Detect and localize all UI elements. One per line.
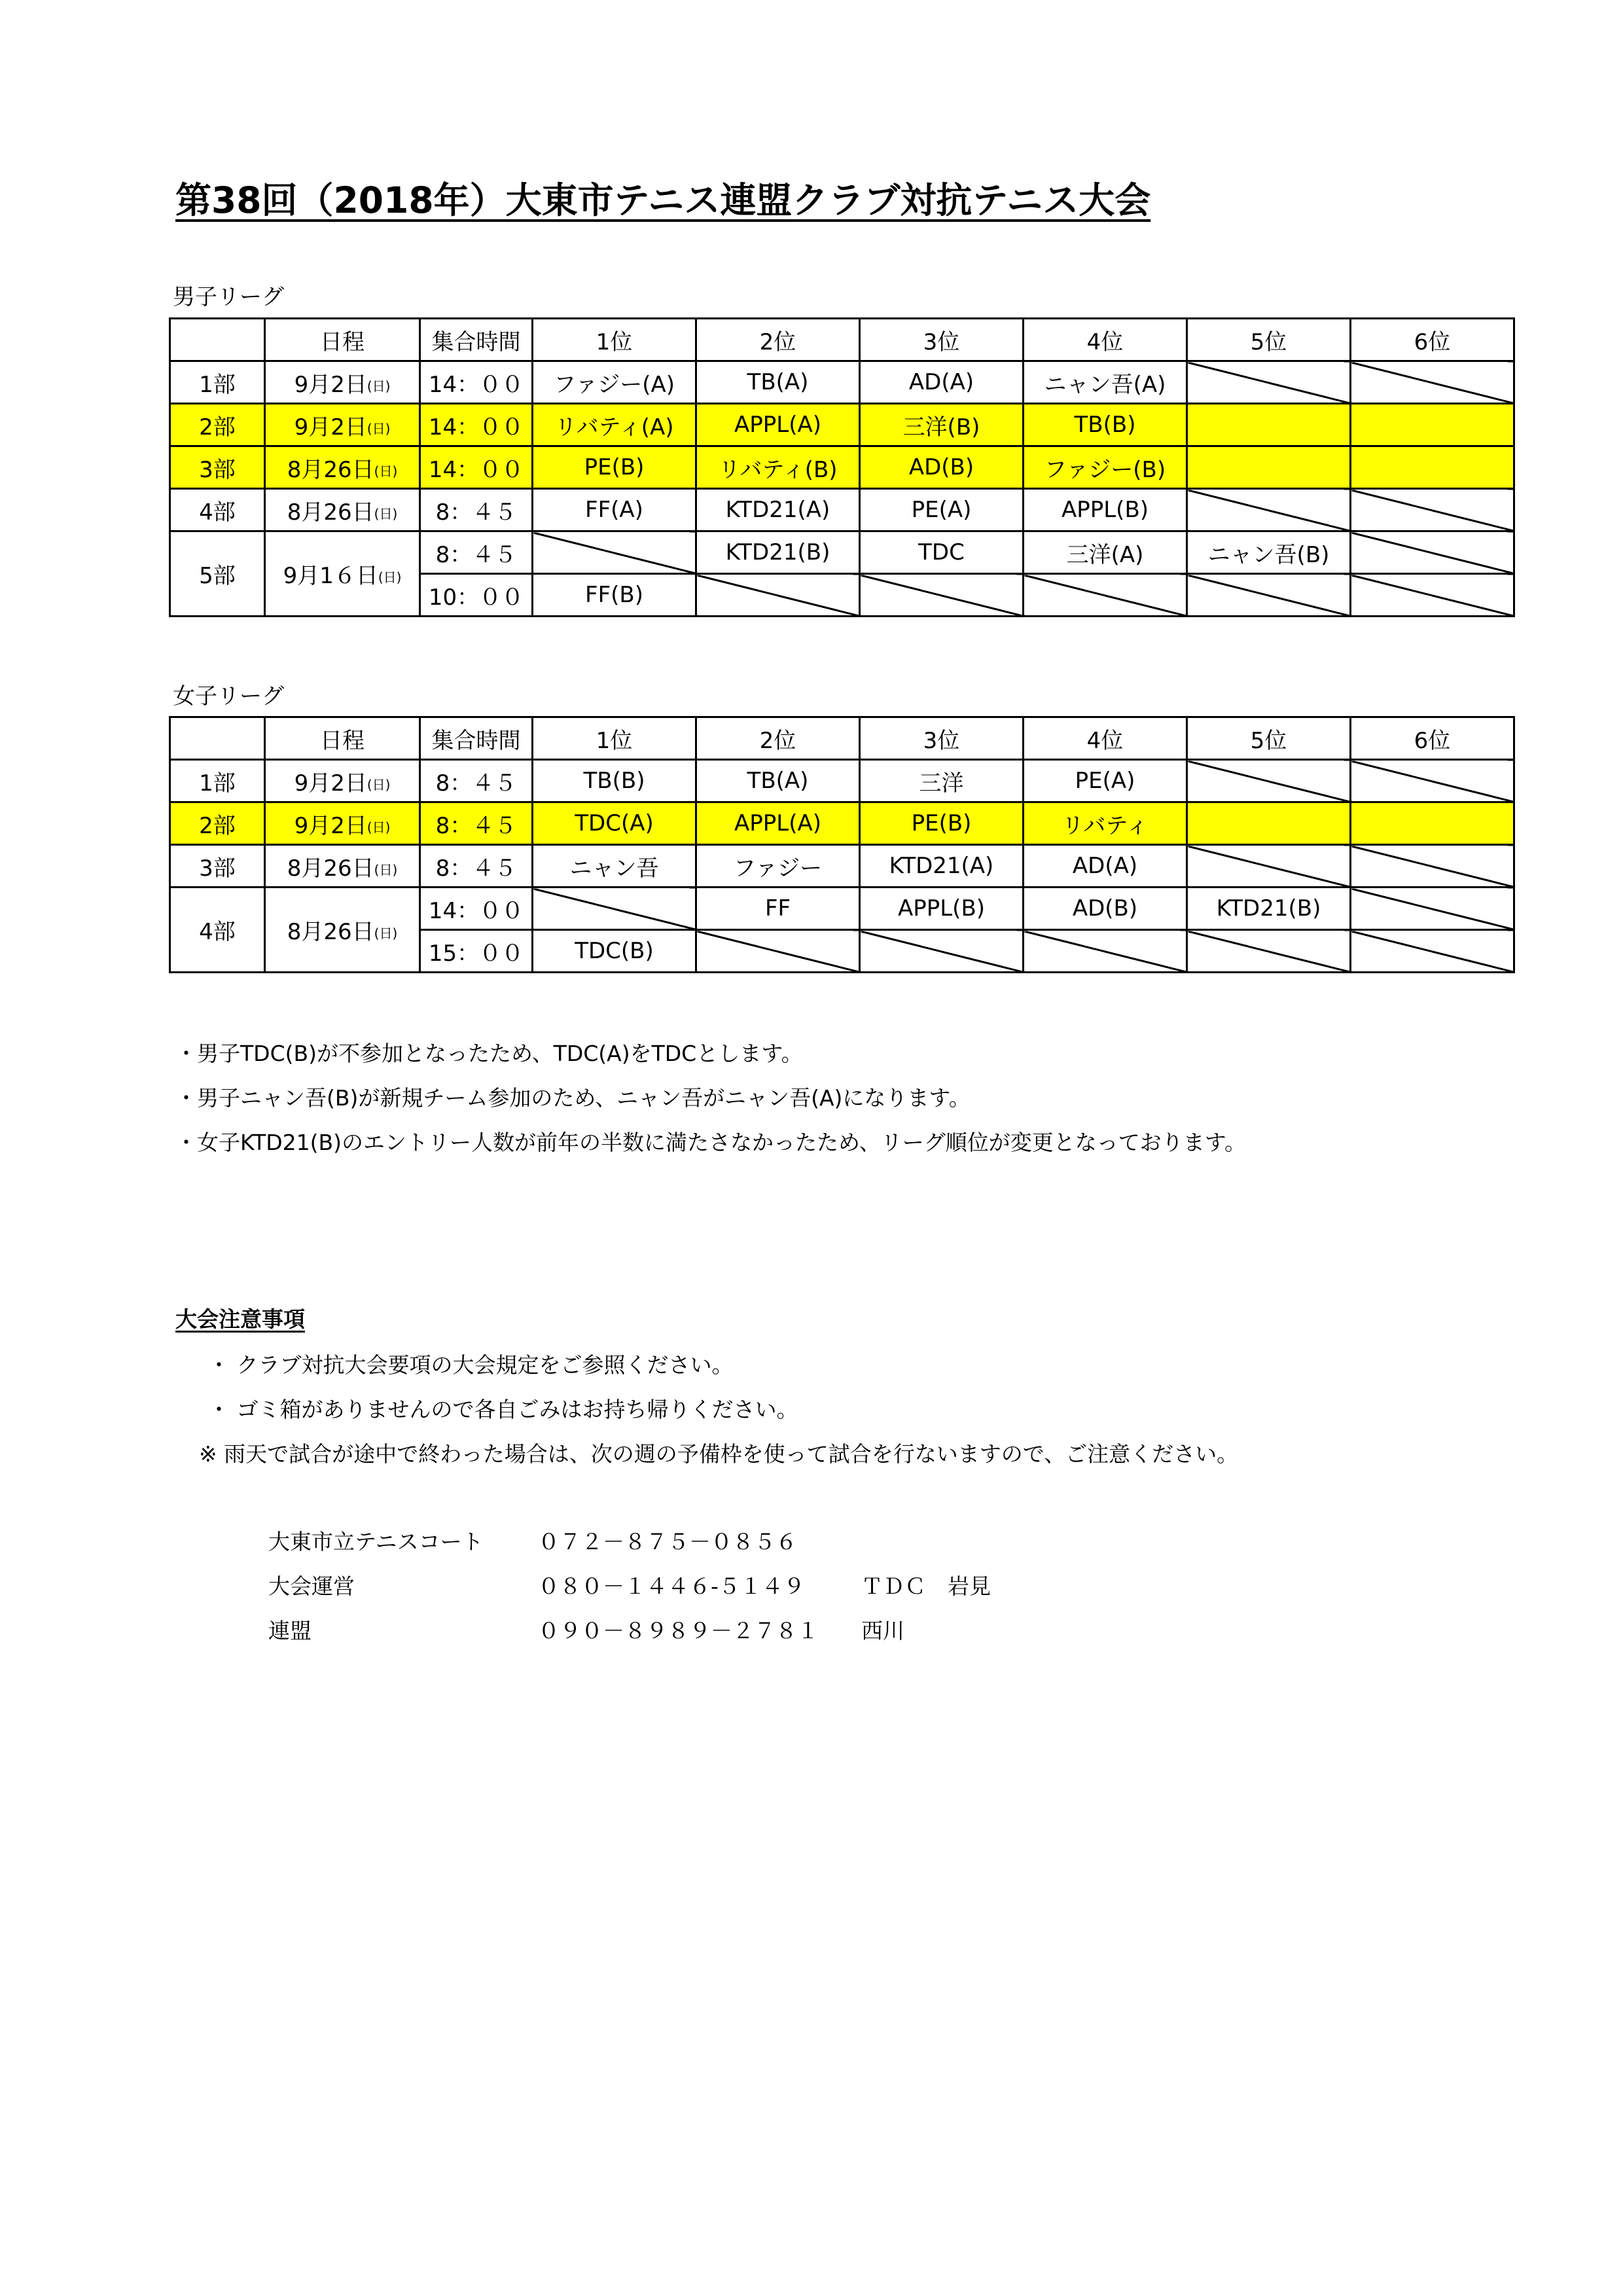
team-cell: TB(A) [696,760,860,802]
division-cell: 1部 [170,760,265,802]
time-cell: 14：００ [420,888,533,930]
division-cell: 3部 [170,446,265,489]
empty-slot [1351,446,1514,489]
division-cell: 2部 [170,802,265,845]
table-row [170,845,1514,888]
division-cell: 4部 [170,888,265,973]
date-cell [265,361,420,404]
contact-person: ＴＤＣ 岩見 [861,1573,991,1599]
empty-slot [696,930,860,973]
division-cell: 3部 [170,845,265,888]
team-cell: APPL(A) [696,802,860,845]
team-cell: TDC(A) [533,802,696,845]
empty-slot [1351,888,1514,930]
column-header: 集合時間 [420,319,533,361]
date-text: 8月26日 [287,499,374,526]
team-cell: PE(B) [533,446,696,489]
time-cell: 8：４５ [420,760,533,802]
weekday-mark: (日) [374,463,398,479]
date-cell [265,888,420,973]
empty-slot [1351,930,1514,973]
empty-slot [1187,802,1351,845]
empty-slot [1351,489,1514,531]
contact-name: 大会運営 [268,1573,355,1599]
time-cell: 8：４５ [420,845,533,888]
empty-slot [1351,531,1514,574]
date-text: 8月26日 [287,855,374,882]
time-cell: 15：００ [420,930,533,973]
time-cell: 14：００ [420,446,533,489]
date-text: 9月1６日 [283,563,378,589]
column-header: 5位 [1187,319,1351,361]
column-header [170,319,265,361]
contact-phone: ０８０－１４４６-５１４９ [538,1573,805,1599]
team-cell: TDC [860,531,1024,574]
team-cell: APPL(B) [1024,489,1187,531]
weekday-mark: (日) [366,420,391,437]
empty-slot [1187,404,1351,446]
column-header: 集合時間 [420,717,533,760]
page-title: 第38回（2018年）大東市テニス連盟クラブ対抗テニス大会 [175,179,1151,221]
empty-slot [533,888,696,930]
contact-phone: ０９０－８９８９－２７８１ [538,1618,819,1643]
empty-slot [1351,845,1514,888]
time-cell: 10：００ [420,574,533,617]
column-header: 2位 [696,319,860,361]
note-3: ・女子KTD21(B)のエントリー人数が前年の半数に満たさなかったため、リーグ順位が変更となっております。 [175,1130,1247,1155]
team-cell: AD(A) [1024,845,1187,888]
date-cell [265,760,420,802]
empty-slot [1351,802,1514,845]
column-header: 6位 [1351,319,1514,361]
weekday-mark: (日) [374,925,398,941]
table-row [170,446,1514,489]
column-header: 6位 [1351,717,1514,760]
team-cell: APPL(B) [860,888,1024,930]
empty-slot [1351,574,1514,617]
time-cell: 14：００ [420,404,533,446]
column-header: 2位 [696,717,860,760]
date-cell [265,404,420,446]
team-cell: TB(B) [1024,404,1187,446]
team-cell: 三洋(B) [860,404,1024,446]
division-cell: 1部 [170,361,265,404]
division-cell: 5部 [170,531,265,617]
division-cell: 2部 [170,404,265,446]
team-cell: KTD21(A) [696,489,860,531]
weekday-mark: (日) [366,819,391,835]
team-cell: FF(B) [533,574,696,617]
men-league-table [169,317,1515,617]
table-row [170,802,1514,845]
empty-slot [1187,446,1351,489]
team-cell: PE(A) [1024,760,1187,802]
time-cell: 8：４５ [420,802,533,845]
column-header: 日程 [265,717,420,760]
empty-slot [696,574,860,617]
table-row [170,888,1514,930]
date-cell [265,845,420,888]
team-cell: リバティ(B) [696,446,860,489]
team-cell: AD(B) [1024,888,1187,930]
column-header: 4位 [1024,319,1187,361]
team-cell: PE(B) [860,802,1024,845]
empty-slot [1187,930,1351,973]
team-cell: FF(A) [533,489,696,531]
division-cell: 4部 [170,489,265,531]
column-header: 1位 [533,319,696,361]
column-header: 3位 [860,717,1024,760]
team-cell: 三洋 [860,760,1024,802]
empty-slot [533,531,696,574]
weekday-mark: (日) [366,378,391,394]
date-text: 9月2日 [294,812,367,839]
column-header [170,717,265,760]
date-text: 8月26日 [287,456,374,483]
contact-name: 大東市立テニスコート [268,1529,484,1554]
empty-slot [860,930,1024,973]
empty-slot [1351,404,1514,446]
team-cell: リバティ [1024,802,1187,845]
empty-slot [1024,574,1187,617]
table-row [170,404,1514,446]
time-cell: 8：４５ [420,531,533,574]
empty-slot [860,574,1024,617]
caution-1: ・ クラブ対抗大会要項の大会規定をご参照ください。 [208,1352,734,1378]
table-row [170,361,1514,404]
column-header: 3位 [860,319,1024,361]
caution-2: ・ ゴミ箱がありませんので各自ごみはお持ち帰りください。 [208,1397,798,1422]
empty-slot [1187,574,1351,617]
men-league-label: 男子リーグ [173,284,284,310]
team-cell: ファジー(B) [1024,446,1187,489]
date-cell [265,446,420,489]
team-cell: ニャン吾(A) [1024,361,1187,404]
team-cell: AD(B) [860,446,1024,489]
date-text: 9月2日 [294,770,367,797]
team-cell: ファジー(A) [533,361,696,404]
date-text: 9月2日 [294,414,367,440]
team-cell: APPL(A) [696,404,860,446]
table-header-row [170,319,1514,361]
table-row [170,760,1514,802]
cautions-title: 大会注意事項 [175,1306,305,1332]
contact-name: 連盟 [268,1618,312,1643]
time-cell: 8：４５ [420,489,533,531]
team-cell: ファジー [696,845,860,888]
team-cell: TB(A) [696,361,860,404]
date-text: 8月26日 [287,919,374,945]
team-cell: ニャン吾 [533,845,696,888]
team-cell: リバティ(A) [533,404,696,446]
contact-person: 西川 [861,1618,904,1643]
weekday-mark: (日) [374,861,398,878]
team-cell: KTD21(A) [860,845,1024,888]
table-header-row [170,717,1514,760]
team-cell: KTD21(B) [696,531,860,574]
team-cell: TDC(B) [533,930,696,973]
date-cell [265,531,420,617]
note-1: ・男子TDC(B)が不参加となったため、TDC(A)をTDCとします。 [175,1041,803,1066]
empty-slot [1187,845,1351,888]
weekday-mark: (日) [378,569,402,585]
table-row [170,489,1514,531]
column-header: 1位 [533,717,696,760]
column-header: 4位 [1024,717,1187,760]
caution-3: ※ 雨天で試合が途中で終わった場合は、次の週の予備枠を使って試合を行ないますので、ご注意ください。 [199,1441,1239,1467]
team-cell: FF [696,888,860,930]
date-text: 9月2日 [294,371,367,398]
date-cell [265,802,420,845]
empty-slot [1187,361,1351,404]
empty-slot [1187,760,1351,802]
time-cell: 14：００ [420,361,533,404]
empty-slot [1024,930,1187,973]
team-cell: PE(A) [860,489,1024,531]
weekday-mark: (日) [374,505,398,522]
team-cell: KTD21(B) [1187,888,1351,930]
column-header: 日程 [265,319,420,361]
note-2: ・男子ニャン吾(B)が新規チーム参加のため、ニャン吾がニャン吾(A)になります。 [175,1085,971,1111]
table-row [170,531,1514,574]
team-cell: 三洋(A) [1024,531,1187,574]
date-cell [265,489,420,531]
team-cell: TB(B) [533,760,696,802]
contact-phone: ０７２－８７５－０８５６ [538,1529,797,1554]
empty-slot [1351,760,1514,802]
empty-slot [1351,361,1514,404]
column-header: 5位 [1187,717,1351,760]
team-cell: ニャン吾(B) [1187,531,1351,574]
women-league-table [169,716,1515,973]
weekday-mark: (日) [366,776,391,793]
empty-slot [1187,489,1351,531]
team-cell: AD(A) [860,361,1024,404]
women-league-label: 女子リーグ [173,683,284,709]
